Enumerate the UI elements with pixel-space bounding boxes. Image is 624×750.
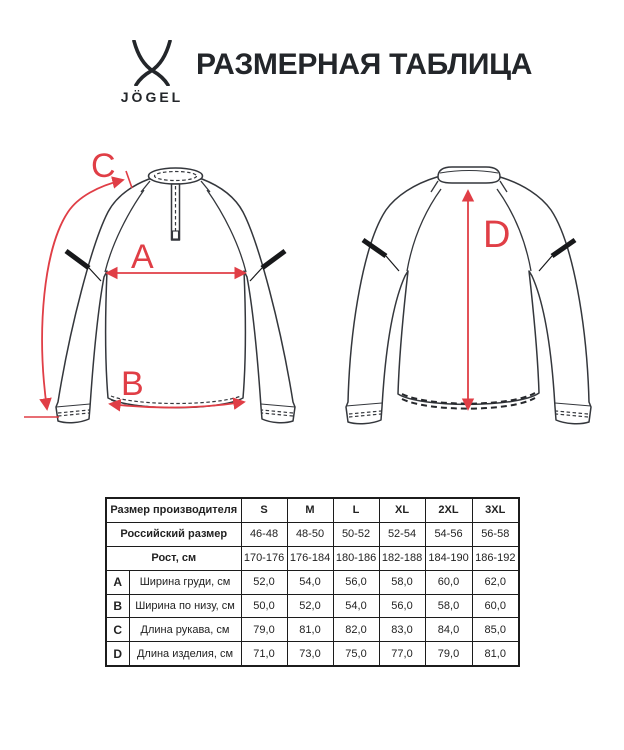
value-cell: 85,0 — [472, 618, 519, 642]
table-row-measure-d — [106, 642, 519, 666]
front-sleeve-stripe-right — [262, 251, 285, 268]
table-row-measure-a — [106, 570, 519, 594]
front-sleeve-stripe-left — [66, 251, 89, 268]
value-cell: 56,0 — [333, 570, 379, 594]
size-header-cell: M — [287, 498, 333, 522]
row-label-cell: Рост, см — [106, 546, 241, 570]
value-cell: 186-192 — [472, 546, 519, 570]
front-zipper-pull — [173, 231, 179, 239]
size-header-cell: 2XL — [425, 498, 472, 522]
measure-label-c: C — [91, 147, 116, 185]
value-cell: 60,0 — [425, 570, 472, 594]
value-cell: 184-190 — [425, 546, 472, 570]
value-cell: 54-56 — [425, 522, 472, 546]
row-label-cell: Размер производителя — [106, 498, 241, 522]
value-cell: 180-186 — [333, 546, 379, 570]
size-header-cell: S — [241, 498, 287, 522]
value-cell: 81,0 — [287, 618, 333, 642]
size-table — [105, 497, 520, 667]
measure-name-cell: Ширина по низу, см — [129, 594, 241, 618]
measure-name-cell: Длина изделия, см — [129, 642, 241, 666]
table-row-height — [106, 546, 519, 570]
value-cell: 52,0 — [287, 594, 333, 618]
value-cell: 50-52 — [333, 522, 379, 546]
logo-wordmark: JÖGEL — [120, 89, 184, 105]
value-cell: 81,0 — [472, 642, 519, 666]
value-cell: 48-50 — [287, 522, 333, 546]
value-cell: 84,0 — [425, 618, 472, 642]
value-cell: 79,0 — [241, 618, 287, 642]
table-row-russian-size — [106, 522, 519, 546]
value-cell: 56-58 — [472, 522, 519, 546]
value-cell: 182-188 — [379, 546, 425, 570]
value-cell: 60,0 — [472, 594, 519, 618]
value-cell: 46-48 — [241, 522, 287, 546]
value-cell: 62,0 — [472, 570, 519, 594]
value-cell: 50,0 — [241, 594, 287, 618]
measure-letter-cell: B — [106, 594, 129, 618]
value-cell: 77,0 — [379, 642, 425, 666]
value-cell: 170-176 — [241, 546, 287, 570]
measure-label-a: A — [131, 238, 154, 276]
size-header-cell: 3XL — [472, 498, 519, 522]
value-cell: 176-184 — [287, 546, 333, 570]
back-collar — [438, 167, 500, 183]
measure-name-cell: Ширина груди, см — [129, 570, 241, 594]
value-cell: 56,0 — [379, 594, 425, 618]
value-cell: 54,0 — [287, 570, 333, 594]
table-row-measure-c — [106, 618, 519, 642]
value-cell: 83,0 — [379, 618, 425, 642]
value-cell: 58,0 — [425, 594, 472, 618]
value-cell: 71,0 — [241, 642, 287, 666]
value-cell: 54,0 — [333, 594, 379, 618]
front-collar — [149, 168, 203, 184]
measure-name-cell: Длина рукава, см — [129, 618, 241, 642]
size-header-cell: XL — [379, 498, 425, 522]
size-header-cell: L — [333, 498, 379, 522]
table-row-manufacturer — [106, 498, 519, 522]
value-cell: 73,0 — [287, 642, 333, 666]
measure-letter-cell: C — [106, 618, 129, 642]
measure-letter-cell: A — [106, 570, 129, 594]
row-label-cell: Российский размер — [106, 522, 241, 546]
value-cell: 52,0 — [241, 570, 287, 594]
value-cell: 75,0 — [333, 642, 379, 666]
table-row-measure-b — [106, 594, 519, 618]
garment-front-drawing — [56, 168, 295, 423]
value-cell: 58,0 — [379, 570, 425, 594]
value-cell: 79,0 — [425, 642, 472, 666]
measure-label-b: B — [121, 365, 144, 403]
value-cell: 52-54 — [379, 522, 425, 546]
page-title: РАЗМЕРНАЯ ТАБЛИЦА — [196, 48, 533, 81]
measure-letter-cell: D — [106, 642, 129, 666]
measure-tick-c — [126, 171, 132, 188]
value-cell: 82,0 — [333, 618, 379, 642]
measure-label-d: D — [483, 214, 511, 256]
